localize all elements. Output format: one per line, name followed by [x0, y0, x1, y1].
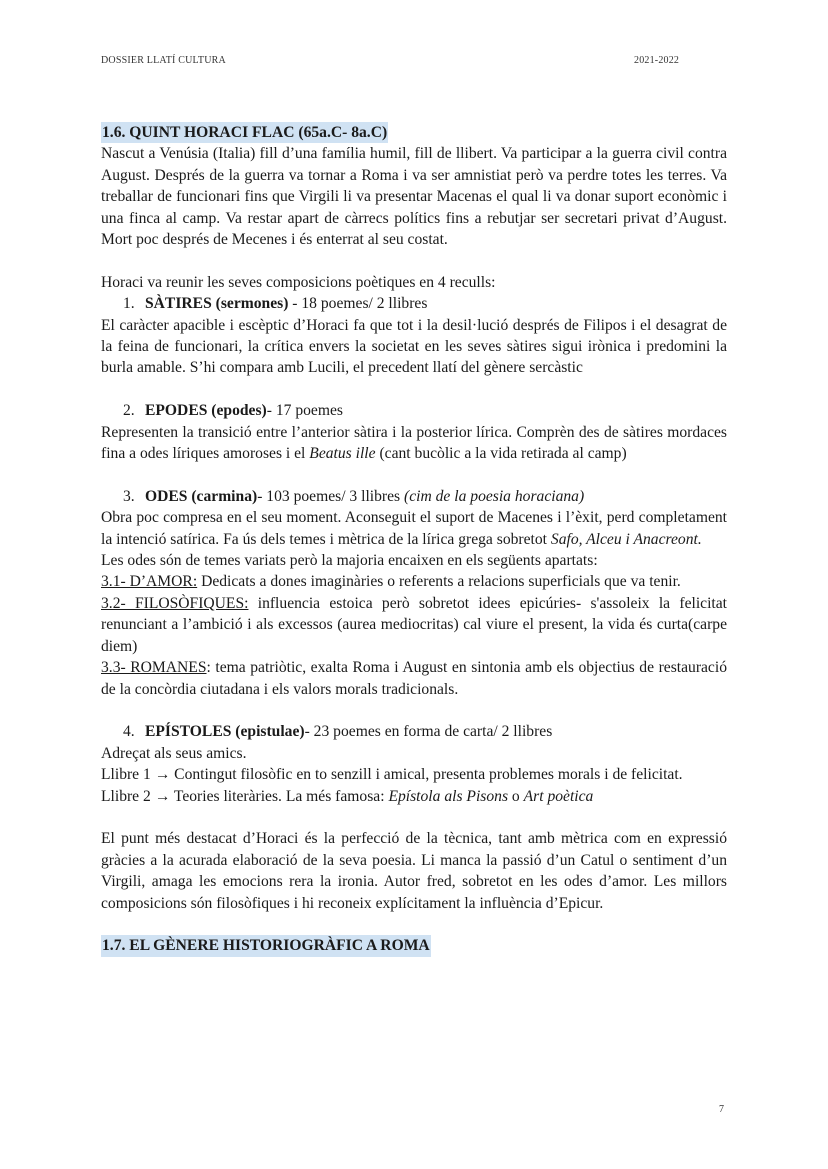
list-number: 1.	[123, 295, 135, 313]
list-item-epistoles	[101, 721, 727, 742]
conclusion-paragraph: El punt més destacat d’Horaci és la perfecció de la tècnica, tant amb mètrica com en expressió gràcies a la acurada elaboració de la seva poesia. Li manca la passió d’un Catul o sentiment d’un Virgili, amaga les emocions rera la ironia. Autor fred, sobretot en les odes d’amor. Les millors composicions són filosòfiques i hi reconeix explícitament la influència d’Epicur.	[101, 830, 727, 912]
odes-description	[101, 507, 727, 550]
section-heading-1-6	[101, 122, 727, 143]
text-italic: Safo, Alceu i Anacreont.	[550, 530, 702, 548]
list-item-epodes	[101, 400, 727, 421]
list-item-odes	[101, 486, 727, 507]
text-run: Obra poc compresa en el seu moment. Aconseguit el suport de Macenes i l’èxit, perd completament la intenció satírica. Fa ús dels temes i mètrica de la lírica grega sobretot	[101, 509, 727, 548]
odes-subsection-filosofiques	[101, 593, 727, 657]
odes-subsection-amor	[101, 571, 727, 592]
spacer	[101, 379, 727, 400]
text-run: (cant bucòlic a la vida retirada al camp)	[375, 445, 627, 463]
epodes-description	[101, 422, 727, 465]
list-number: 2.	[123, 402, 135, 420]
odes-subintro: Les odes són de temes variats però la majoria encaixen en els següents apartats:	[101, 552, 598, 570]
section-heading-text: 1.7. EL GÈNERE HISTORIOGRÀFIC A ROMA	[101, 935, 431, 956]
subsection-label: 3.2- FILOSÒFIQUES:	[101, 594, 249, 612]
list-number: 4.	[123, 723, 135, 741]
work-title: EPÍSTOLES (epistulae)	[145, 723, 305, 741]
work-meta: - 17 poemes	[266, 402, 343, 420]
subsection-text: : tema patriòtic, exalta Roma i August en sintonia amb els objectius de restauració de la concòrdia ciutadana i els valors morals tradicionals.	[101, 659, 727, 698]
work-title: ODES (carmina)	[145, 487, 258, 505]
section-heading-text: 1.6. QUINT HORACI FLAC (65a.C- 8a.C)	[101, 122, 388, 143]
spacer	[101, 464, 727, 485]
subsection-text: Dedicats a dones imaginàries o referents a relacions superficials que va tenir.	[197, 573, 681, 591]
subsection-text: influencia estoica però sobretot idees epicúries- s'assoleix la felicitat renunciant a l’ambició i als excessos (aurea mediocritas) cal viure el present, la vida és curta(carpe diem)	[101, 594, 727, 655]
section-heading-1-7	[101, 935, 727, 956]
running-header-title: DOSSIER LLATÍ CULTURA	[101, 55, 226, 66]
text-italic: Art poètica	[523, 787, 594, 805]
list-number: 3.	[123, 487, 135, 505]
text-italic: Beatus ille	[309, 445, 376, 463]
work-meta: - 103 poemes/ 3 llibres	[257, 487, 405, 505]
page-number: 7	[719, 1104, 724, 1115]
work-meta-italic: (cim de la poesia horaciana)	[404, 487, 585, 505]
epistoles-line-2: Llibre 1 → Contingut filosòfic en to senzill i amical, presenta problemes morals i de felicitat.	[101, 766, 683, 784]
work-meta: - 18 poemes/ 2 llibres	[288, 295, 428, 313]
works-intro: Horaci va reunir les seves composicions poètiques en 4 reculls:	[101, 273, 496, 291]
document-body	[101, 122, 727, 957]
subsection-label: 3.1- D’AMOR:	[101, 573, 198, 591]
list-item-satires	[101, 293, 727, 314]
work-title: EPODES (epodes)	[145, 402, 267, 420]
spacer	[101, 807, 727, 828]
epistoles-line-3	[101, 786, 727, 807]
running-header-year: 2021-2022	[634, 55, 680, 66]
biography-paragraph: Nascut a Venúsia (Italia) fill d’una família humil, fill de llibert. Va participar a la guerra civil contra August. Després de la guerra va tornar a Roma i va ser amnistiat però va perdre totes les terres. Va treballar de funcionari fins que Virgili li va presentar Macenas el qual li va donar suport econòmic i una finca al camp. Va restar apart de càrrecs polítics fins a rebutjar ser secretari privat d’August. Mort poc després de Mecenes i és enterrat al seu costat.	[101, 145, 727, 249]
work-meta: - 23 poemes en forma de carta/ 2 llibres	[304, 723, 553, 741]
text-italic: Epístola als Pisons	[388, 787, 509, 805]
work-title: SÀTIRES (sermones)	[145, 295, 289, 313]
spacer	[101, 914, 727, 935]
spacer	[101, 700, 727, 721]
epistoles-line-1: Adreçat als seus amics.	[101, 744, 247, 762]
spacer	[101, 250, 727, 271]
satires-description: El caràcter apacible i escèptic d’Horaci fa que tot i la desil·lució després de Filipos i el desagrat de la feina de funcionari, la crítica envers la societat en les seves sàtires sigui irònica i predomini la burla amable. S’hi compara amb Lucili, el precedent llatí del gènere sercàstic	[101, 316, 727, 377]
subsection-label: 3.3- ROMANES	[101, 659, 207, 677]
odes-subsection-romanes	[101, 657, 727, 700]
text-run: Llibre 2 → Teories literàries. La més famosa:	[101, 787, 389, 805]
text-run: Representen la transició entre l’anterior sàtira i la posterior lírica. Comprèn des de sàtires mordaces fina a odes líriques amoroses i el	[101, 423, 727, 463]
text-run: o	[508, 787, 524, 805]
